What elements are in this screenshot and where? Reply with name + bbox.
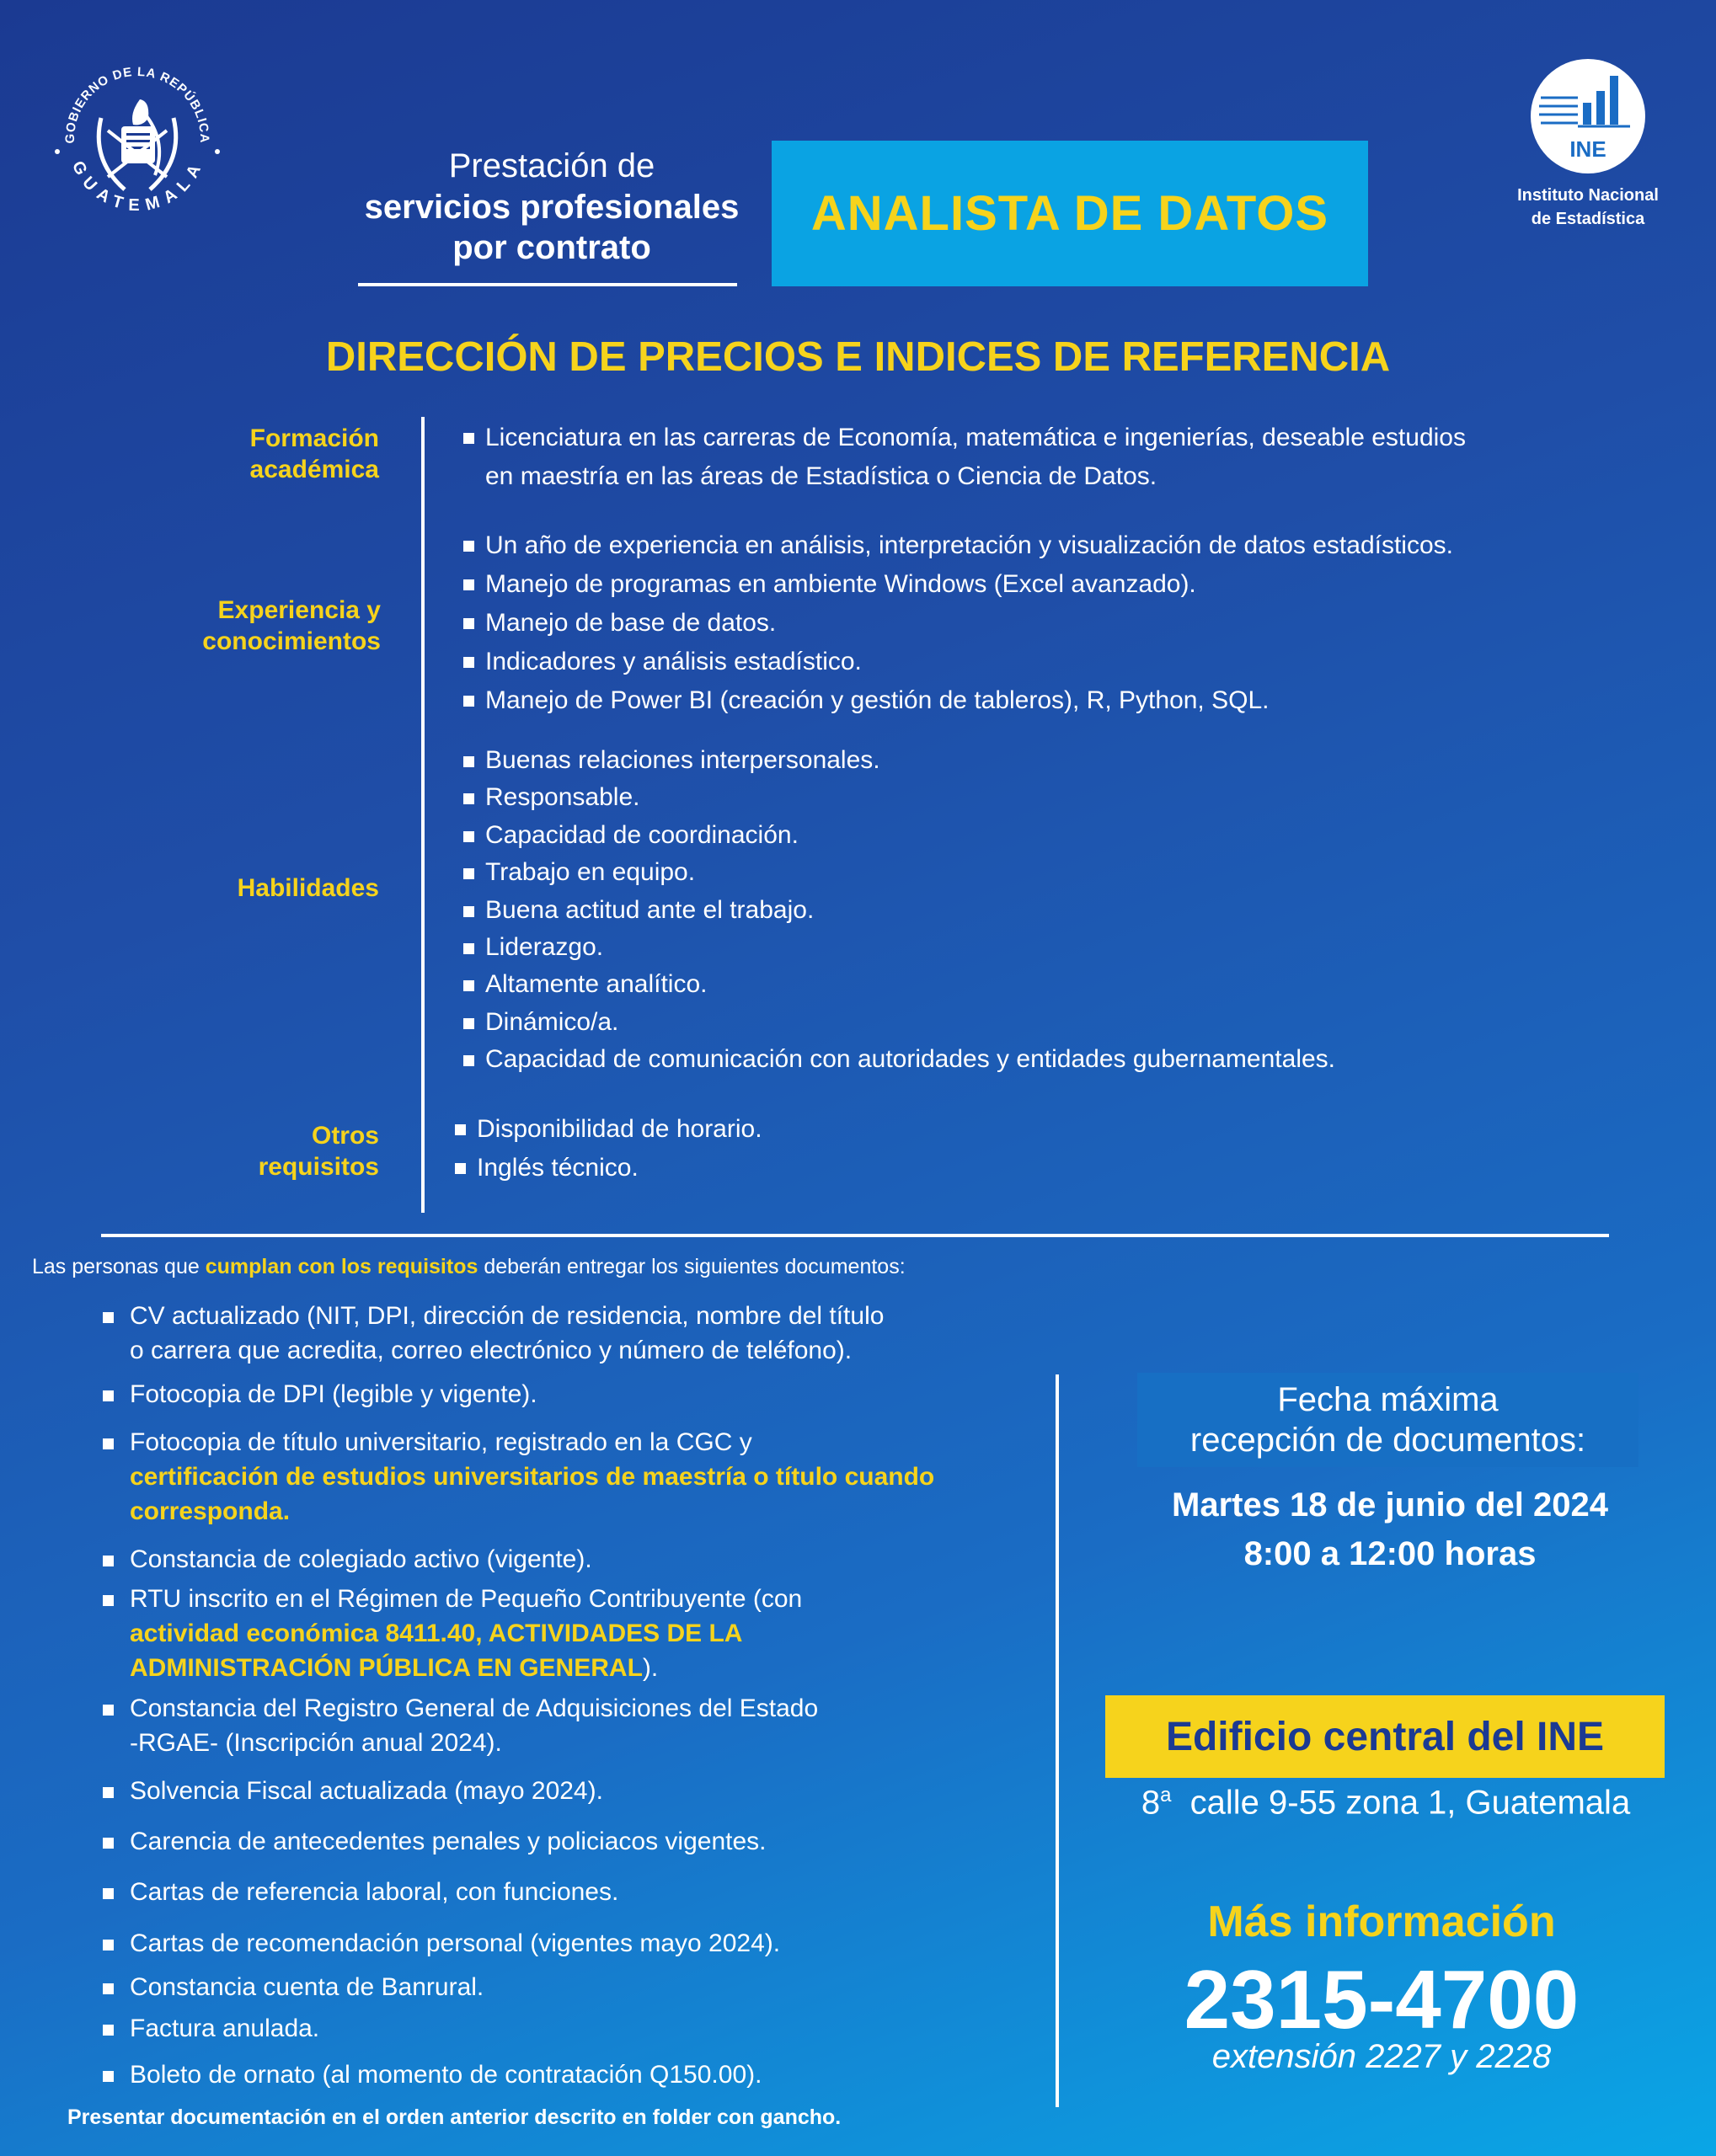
- list-item: Capacidad de comunicación con autoridades y entidades gubernamentales.: [463, 1041, 1335, 1078]
- document-highlight: corresponda.: [130, 1497, 291, 1525]
- intro-highlight: cumplan con los requisitos: [205, 1255, 478, 1278]
- requirements-divider: [421, 417, 425, 1213]
- deadline-date: [1095, 1481, 1685, 1578]
- list-item: Manejo de Power BI (creación y gestión de tableros), R, Python, SQL.: [463, 681, 1453, 720]
- list-item: Responsable.: [463, 779, 1335, 816]
- prestacion-line2: servicios profesionales: [364, 189, 740, 226]
- documents-intro: [32, 1255, 906, 1279]
- document-text: Constancia cuenta de Banrural.: [130, 1973, 484, 2001]
- otros-label-line2: requisitos: [258, 1153, 379, 1181]
- address-text: calle 9-55 zona 1, Guatemala: [1171, 1784, 1631, 1822]
- heading-underline: [358, 283, 737, 286]
- section-divider: [101, 1234, 1609, 1237]
- otros-label: [126, 1120, 379, 1182]
- document-item: [103, 1299, 1038, 1368]
- list-item: Licenciatura en las carreras de Economía, matemática e ingenierías, deseable estudios: [463, 419, 1466, 457]
- deadline-date-text: Martes 18 de junio del 2024: [1172, 1486, 1608, 1524]
- list-item: Buena actitud ante el trabajo.: [463, 892, 1335, 929]
- document-item: [103, 1582, 1038, 1685]
- experiencia-label-line1: Experiencia y: [217, 596, 381, 624]
- formacion-label: [126, 423, 379, 485]
- document-text: Boleto de ornato (al momento de contratación Q150.00).: [130, 2061, 762, 2089]
- list-item: Liderazgo.: [463, 929, 1335, 966]
- experiencia-label: [128, 595, 381, 657]
- document-item: [103, 1377, 1038, 1412]
- document-highlight: certificación de estudios universitarios de maestría o título cuando: [130, 1463, 935, 1491]
- document-item: [103, 1542, 1038, 1577]
- document-highlight: ADMINISTRACIÓN PÚBLICA EN GENERAL: [130, 1654, 643, 1682]
- document-text: CV actualizado (NIT, DPI, dirección de residencia, nombre del título: [130, 1302, 885, 1330]
- deadline-line2: recepción de documentos:: [1189, 1422, 1586, 1459]
- formacion-list: [463, 419, 1466, 496]
- deadline-line1: Fecha máxima: [1277, 1381, 1499, 1418]
- list-item: Disponibilidad de horario.: [455, 1110, 762, 1149]
- list-item: Manejo de programas en ambiente Windows (Excel avanzado).: [463, 565, 1453, 604]
- document-item: [103, 1824, 1038, 1859]
- list-item: Buenas relaciones interpersonales.: [463, 742, 1335, 779]
- prestacion-line1: Prestación de: [448, 147, 655, 184]
- document-text: Constancia de colegiado activo (vigente).: [130, 1545, 592, 1573]
- document-text: RTU inscrito en el Régimen de Pequeño Contribuyente (con: [130, 1585, 803, 1613]
- contract-type-heading: [333, 145, 771, 268]
- list-item: Inglés técnico.: [455, 1149, 762, 1187]
- building-name: Edificio central del INE: [1165, 1714, 1605, 1759]
- seal-top-text: GOBIERNO DE LA REPÚBLICA: [62, 64, 212, 144]
- intro-text: Las personas que: [32, 1255, 206, 1278]
- document-text: Factura anulada.: [130, 2015, 320, 2042]
- document-text: Fotocopia de DPI (legible y vigente).: [130, 1380, 537, 1408]
- habilidades-list: [463, 742, 1335, 1079]
- ine-name: [1483, 184, 1693, 231]
- department-title: DIRECCIÓN DE PRECIOS E INDICES DE REFERENCIA: [325, 334, 1391, 380]
- list-item-continuation: en maestría en las áreas de Estadística o Ciencia de Datos.: [485, 462, 1157, 490]
- habilidades-label: Habilidades: [237, 874, 379, 902]
- formacion-label-line2: académica: [249, 456, 379, 483]
- ine-logo-text: INE: [1569, 136, 1606, 162]
- document-text: Cartas de referencia laboral, con funciones.: [130, 1878, 619, 1906]
- footer-note: Presentar documentación en el orden anterior descrito en folder con gancho.: [67, 2105, 842, 2129]
- intro-text-end: deberán entregar los siguientes documentos:: [478, 1255, 906, 1278]
- ine-name-line2: de Estadística: [1531, 210, 1645, 228]
- prestacion-line3: por contrato: [452, 229, 651, 266]
- list-item: Dinámico/a.: [463, 1004, 1335, 1041]
- list-item: Trabajo en equipo.: [463, 854, 1335, 891]
- svg-text:GUATEMALA: [68, 158, 206, 215]
- document-text: -RGAE- (Inscripción anual 2024).: [130, 1729, 502, 1757]
- document-text: Carencia de antecedentes penales y policiacos vigentes.: [130, 1828, 767, 1855]
- address: [1078, 1784, 1693, 1822]
- otros-list: [455, 1110, 762, 1187]
- documents-divider: [1056, 1374, 1059, 2107]
- document-item: [103, 1875, 1038, 1909]
- deadline-box: [1137, 1373, 1638, 1467]
- ine-logo: [1529, 57, 1647, 175]
- document-text: Solvencia Fiscal actualizada (mayo 2024).: [130, 1777, 603, 1805]
- experiencia-list: [463, 526, 1453, 720]
- ine-name-line1: Instituto Nacional: [1517, 186, 1659, 205]
- document-text: Cartas de recomendación personal (vigentes mayo 2024).: [130, 1929, 781, 1957]
- list-item: Altamente analítico.: [463, 966, 1335, 1003]
- document-item: [103, 1970, 1038, 2004]
- formacion-label-line1: Formación: [249, 424, 379, 452]
- phone-number: 2315-4700: [1184, 1953, 1580, 2046]
- list-item: Un año de experiencia en análisis, interpretación y visualización de datos estadísticos.: [463, 526, 1453, 565]
- address-superscript: a: [1160, 1784, 1172, 1806]
- building-box: [1105, 1695, 1665, 1778]
- guatemala-seal-logo: [49, 51, 226, 227]
- position-title-box: [772, 141, 1368, 286]
- experiencia-label-line2: conocimientos: [202, 627, 381, 655]
- phone-extension: extensión 2227 y 2228: [1211, 2038, 1552, 2075]
- list-item: Capacidad de coordinación.: [463, 817, 1335, 854]
- list-item: Manejo de base de datos.: [463, 604, 1453, 643]
- address-number: 8: [1141, 1784, 1161, 1822]
- document-item: [103, 1926, 1038, 1961]
- list-item: Indicadores y análisis estadístico.: [463, 643, 1453, 681]
- document-text: Constancia del Registro General de Adquisiciones del Estado: [130, 1694, 819, 1722]
- document-highlight: actividad económica 8411.40, ACTIVIDADES DE LA: [130, 1620, 743, 1647]
- more-info-label: Más información: [1207, 1897, 1556, 1946]
- deadline-hours: 8:00 a 12:00 horas: [1243, 1535, 1537, 1572]
- document-text: ).: [642, 1654, 659, 1682]
- position-title: ANALISTA DE DATOS: [810, 186, 1329, 241]
- document-item: [103, 1774, 1038, 1808]
- otros-label-line1: Otros: [311, 1122, 379, 1150]
- document-item: [103, 1691, 1038, 1760]
- document-text: Fotocopia de título universitario, registrado en la CGC y: [130, 1428, 752, 1456]
- seal-bottom-text: GUATEMALA: [67, 157, 207, 216]
- document-item: [103, 2057, 1038, 2092]
- document-item: [103, 1425, 1038, 1529]
- document-item: [103, 2011, 1038, 2046]
- document-text: o carrera que acredita, correo electrónico y número de teléfono).: [130, 1337, 853, 1364]
